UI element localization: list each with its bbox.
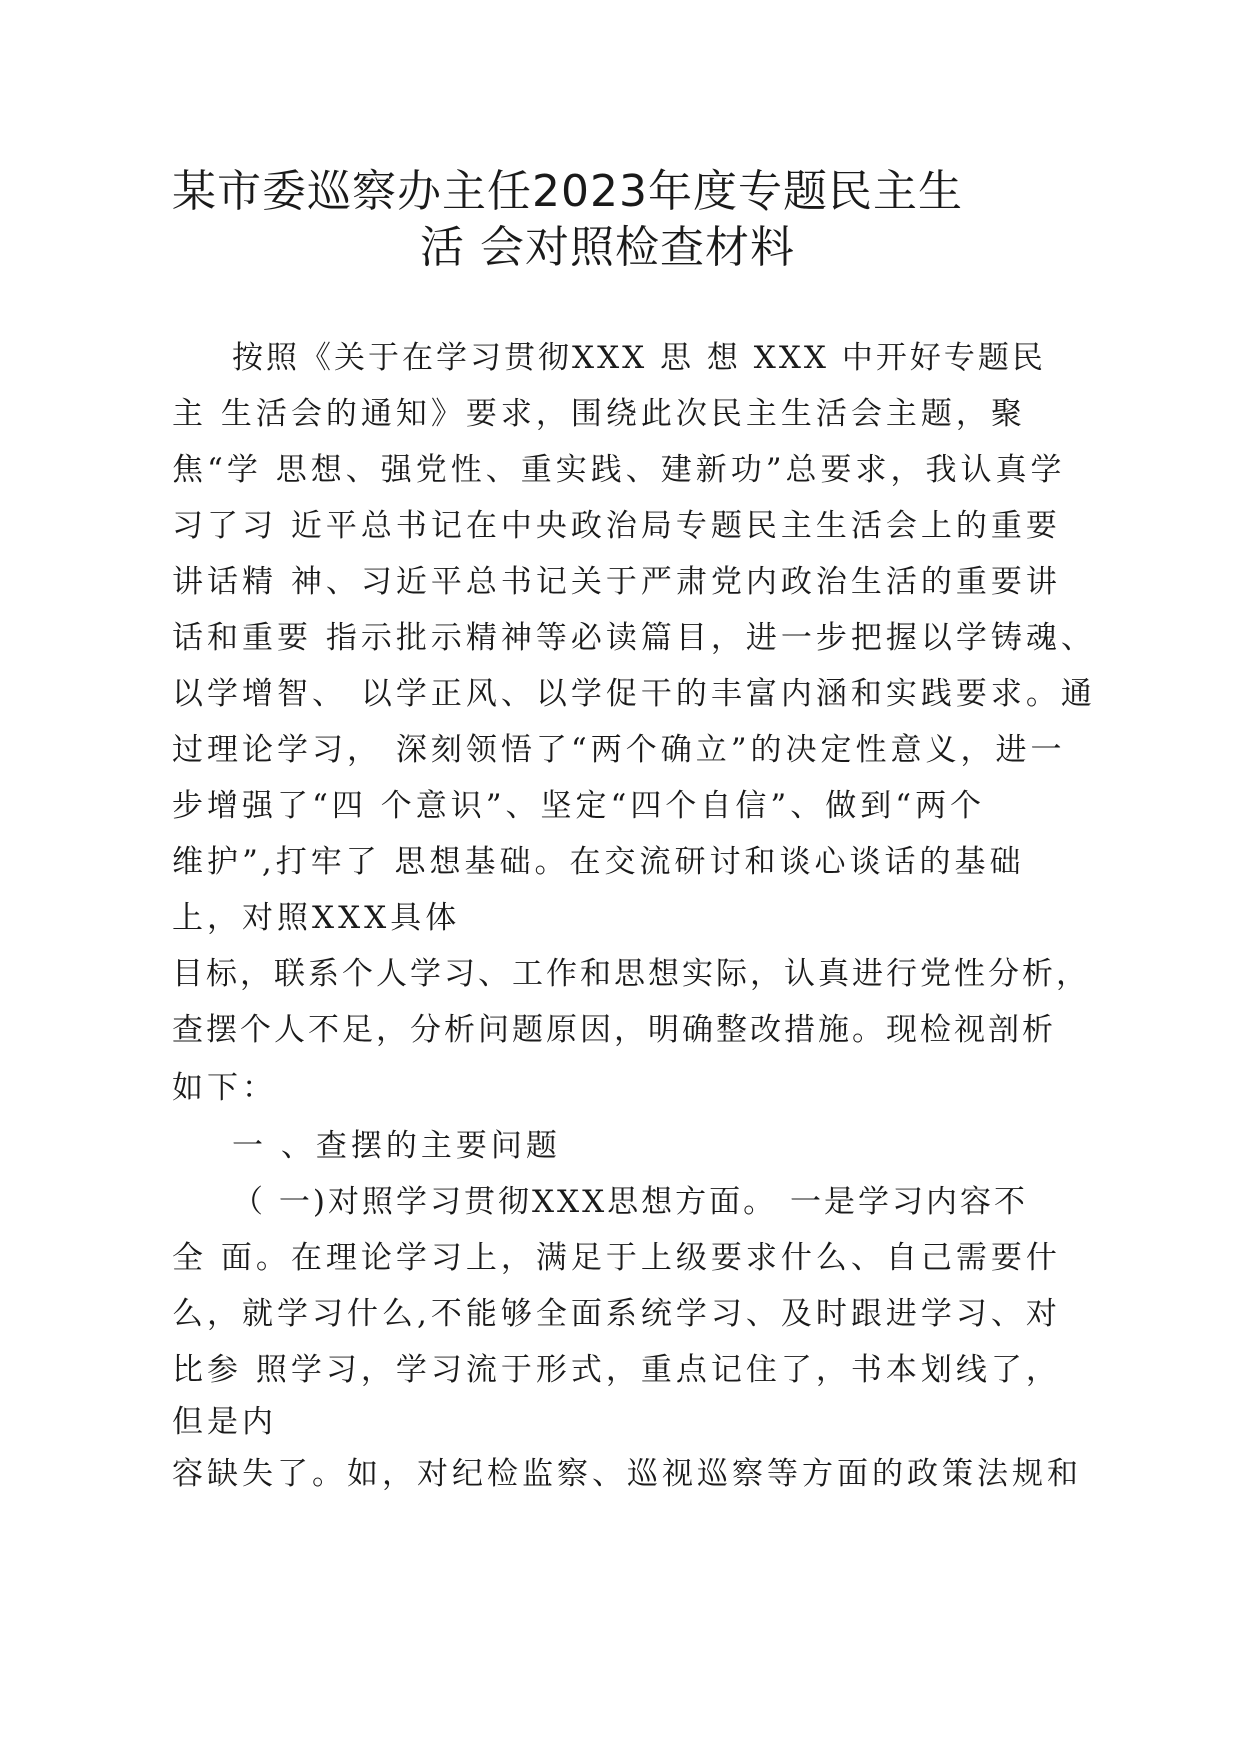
paragraph-line: （ 一)对照学习贯彻XXX思想方面。 一是学习内容不 (232, 1184, 1029, 1220)
paragraph-line: 习了习 近平总书记在中央政治局专题民主生活会上的重要 (172, 508, 1061, 544)
paragraph-line: 如下： (172, 1070, 277, 1106)
paragraph-line: 按照《关于在学习贯彻XXX 思 想 XXX 中开好专题民 (232, 340, 1046, 376)
paragraph-line: 主 生活会的通知》要求，围绕此次民主生活会主题，聚 (172, 396, 1026, 432)
title-line-2: 活 会对照检查材料 (420, 222, 795, 273)
paragraph-line: 步增强了“四 个意识”、坚定“四个自信”、做到“两个 (172, 788, 986, 824)
paragraph-line: 查摆个人不足，分析问题原因，明确整改措施。现检视剖析 (172, 1012, 1056, 1048)
paragraph-line: 话和重要 指示批示精神等必读篇目，进一步把握以学铸魂、 (172, 620, 1096, 656)
paragraph-line: 以学增智、 以学正风、以学促干的丰富内涵和实践要求。通 (172, 676, 1096, 712)
paragraph-line: 目标，联系个人学习、工作和思想实际，认真进行党性分析， (172, 956, 1090, 992)
paragraph-line: 上，对照XXX具体 (172, 900, 461, 936)
section-heading: 一 、查摆的主要问题 (232, 1128, 561, 1164)
paragraph-line: 过理论学习， 深刻领悟了“两个确立”的决定性意义，进一 (172, 732, 1066, 768)
paragraph-line: 讲话精 神、习近平总书记关于严肃党内政治生活的重要讲 (172, 564, 1061, 600)
paragraph-line: 但是内 (172, 1404, 277, 1440)
paragraph-line: 容缺失了。如，对纪检监察、巡视巡察等方面的政策法规和 (172, 1456, 1082, 1492)
paragraph-line: 比参 照学习，学习流于形式，重点记住了，书本划线了， (172, 1352, 1061, 1388)
paragraph-line: 全 面。在理论学习上，满足于上级要求什么、自己需要什 (172, 1240, 1061, 1276)
title-line-1: 某市委巡察办主任2023年度专题民主生 (172, 166, 963, 217)
paragraph-line: 么，就学习什么,不能够全面系统学习、及时跟进学习、对 (172, 1296, 1061, 1332)
paragraph-line: 维护”,打牢了 思想基础。在交流研讨和谈心谈话的基础 (172, 844, 1025, 880)
paragraph-line: 焦“学 思想、强党性、重实践、建新功”总要求，我认真学 (172, 452, 1066, 488)
